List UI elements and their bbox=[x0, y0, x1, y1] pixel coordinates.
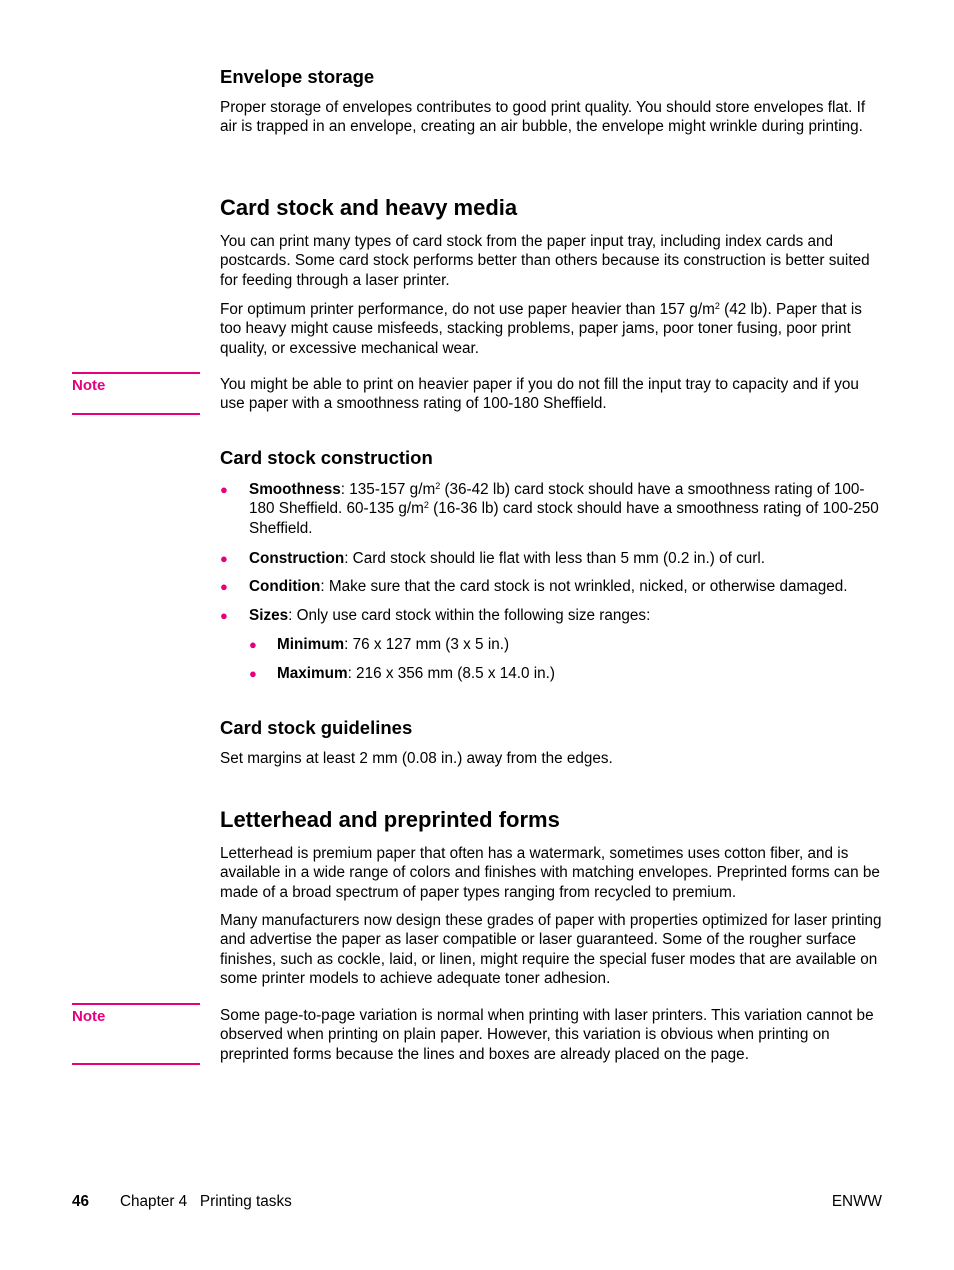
bullet-text bbox=[249, 606, 882, 625]
bullet-term: Sizes bbox=[249, 607, 289, 624]
heading-card-stock-guidelines: Card stock guidelines bbox=[220, 717, 413, 738]
footer-right-label: ENWW bbox=[831, 1193, 882, 1210]
text-segment: (16-36 lb) card stock should have a smoothness rating of 100-250 Sheffield. bbox=[249, 500, 879, 537]
bullet-text bbox=[249, 577, 882, 596]
bullet-smoothness bbox=[220, 480, 882, 538]
bullet-term: Construction bbox=[249, 550, 345, 567]
heading-letterhead: Letterhead and preprinted forms bbox=[220, 807, 560, 832]
text-segment: (42 lb). Paper that is too heavy might cause misfeeds, stacking problems, paper jams, poor toner fusing, poor print quality, or excessive mechanical wear. bbox=[220, 301, 862, 357]
sub-bullet-maximum bbox=[249, 664, 882, 683]
bullet-dot-icon: ● bbox=[220, 579, 228, 594]
note-label: Note bbox=[72, 377, 106, 394]
text-segment: : 216 x 356 mm (8.5 x 14.0 in.) bbox=[347, 665, 556, 682]
bullet-condition bbox=[220, 577, 882, 596]
heading-envelope-storage: Envelope storage bbox=[220, 66, 375, 87]
superscript: 2 bbox=[714, 301, 720, 311]
text-segment: For optimum printer performance, do not use paper heavier than 157 g/m bbox=[220, 301, 715, 318]
heading-card-stock: Card stock and heavy media bbox=[220, 195, 518, 220]
note-bottom-rule bbox=[72, 413, 200, 415]
text-segment: : 135-157 g/m bbox=[340, 481, 436, 498]
bullet-dot-icon: ● bbox=[220, 551, 228, 566]
superscript: 2 bbox=[435, 481, 441, 491]
note-bottom-rule bbox=[72, 1063, 200, 1065]
paragraph-guidelines: Set margins at least 2 mm (0.08 in.) away from the edges. bbox=[220, 750, 613, 767]
note-top-rule bbox=[72, 372, 200, 374]
bullet-term: Maximum bbox=[277, 665, 348, 682]
bullet-term: Minimum bbox=[277, 636, 345, 653]
bullet-term: Condition bbox=[249, 578, 321, 595]
sub-bullet-minimum bbox=[249, 635, 882, 654]
note-text: Some page-to-page variation is normal when printing with laser printers. This variation cannot be observed when printing on plain paper. However, this variation is obvious when printing on preprinted forms because the lines and boxes are already placed on the page. bbox=[220, 1007, 874, 1063]
superscript: 2 bbox=[423, 500, 429, 511]
note-label: Note bbox=[72, 1008, 106, 1025]
bullet-sizes bbox=[220, 606, 882, 625]
text-segment: : Card stock should lie flat with less than 5 mm (0.2 in.) of curl. bbox=[344, 550, 766, 567]
page-number: 46 bbox=[72, 1193, 90, 1210]
footer-chapter: Chapter 4 Printing tasks bbox=[120, 1193, 292, 1210]
bullet-construction bbox=[220, 549, 882, 568]
note-top-rule bbox=[72, 1003, 200, 1005]
bullet-dot-icon: ● bbox=[249, 666, 257, 681]
bullet-dot-icon: ● bbox=[220, 482, 228, 497]
text-segment: : Make sure that the card stock is not wrinkled, nicked, or otherwise damaged. bbox=[320, 578, 848, 595]
note-text: You might be able to print on heavier paper if you do not fill the input tray to capacity and if you use paper with a smoothness rating of 100-180 Sheffield. bbox=[220, 376, 859, 413]
bullet-text bbox=[249, 480, 882, 538]
bullet-dot-icon: ● bbox=[249, 637, 257, 652]
paragraph-card-stock-2 bbox=[220, 300, 882, 358]
paragraph-card-stock-1: You can print many types of card stock from the paper input tray, including index cards and postcards. Some card stock performs better than others because its construction is better suited for feeding through a laser printer. bbox=[220, 233, 870, 289]
paragraph-letterhead-1: Letterhead is premium paper that often has a watermark, sometimes uses cotton fiber, and is available in a wide range of colors and finishes with matching envelopes. Preprinted forms can be made of a broad spectrum of paper types ranging from recycled to premium. bbox=[220, 845, 880, 901]
paragraph-letterhead-2: Many manufacturers now design these grades of paper with properties optimized for laser printing and advertise the paper as laser compatible or laser guaranteed. Some of the rougher surface finishes, such as cockle, laid, or linen, might require the special fuser modes that are available on some printer models to achieve adequate toner adhesion. bbox=[220, 912, 882, 987]
heading-card-stock-construction: Card stock construction bbox=[220, 447, 433, 468]
bullet-text bbox=[277, 664, 882, 683]
bullet-text bbox=[277, 635, 882, 654]
bullet-text bbox=[249, 549, 882, 568]
text-segment: : 76 x 127 mm (3 x 5 in.) bbox=[344, 636, 510, 653]
bullet-dot-icon: ● bbox=[220, 608, 228, 623]
text-segment: (36-42 lb) card stock should have a smoothness rating of 100-180 Sheffield. 60-135 g/m bbox=[249, 481, 865, 518]
paragraph-envelope-storage: Proper storage of envelopes contributes to good print quality. You should store envelopes flat. If air is trapped in an envelope, creating an air bubble, the envelope might wrinkle during printing. bbox=[220, 99, 866, 136]
bullet-term: Smoothness bbox=[249, 481, 341, 498]
text-segment: : Only use card stock within the following size ranges: bbox=[288, 607, 651, 624]
